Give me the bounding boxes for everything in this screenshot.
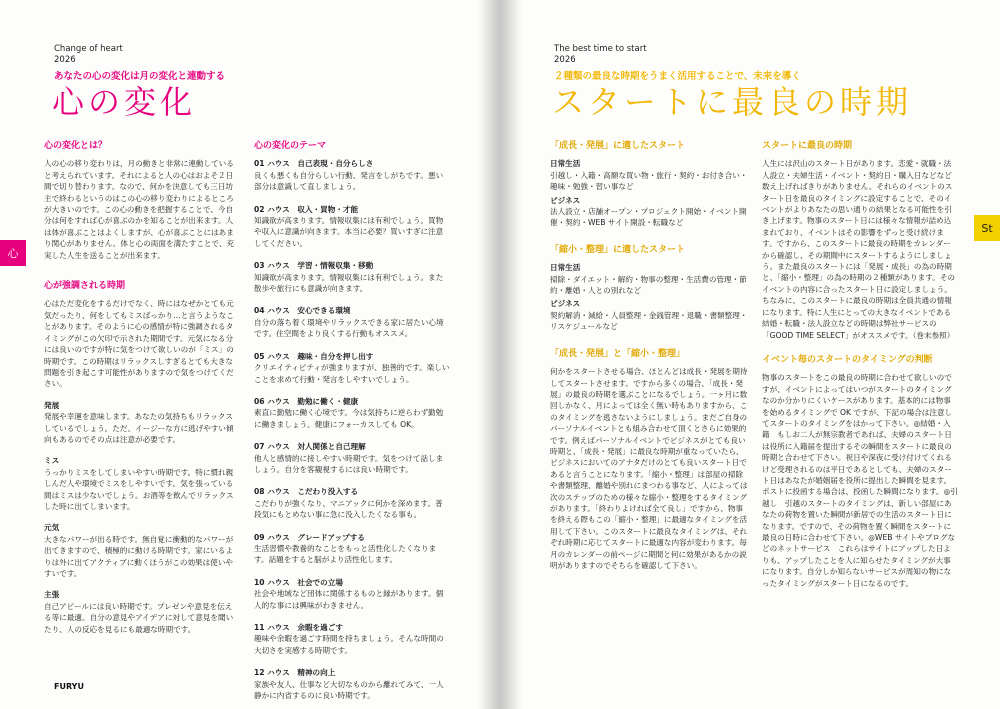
section-heading: 心が強調される時期: [44, 281, 126, 292]
left-column-1: [44, 141, 240, 645]
section-heading: 「縮小・整理」に適したスタート: [550, 244, 686, 255]
subsection-heading: ビジネス: [550, 299, 581, 309]
house-item: [254, 532, 450, 566]
house-item-desc: 自分の落ち着く環境やリラックスできる家に居たい心境です。住空間をより良くする行動もオススメ。: [254, 317, 444, 339]
publisher-logo: FURYU: [54, 682, 84, 691]
house-item-desc: 良くも悪くも自分らしい行動、発言をしがちです。悪い部分は意識して直しましょう。: [254, 170, 444, 192]
right-header-en: [554, 44, 647, 66]
house-item: [254, 204, 450, 250]
house-item: [254, 158, 450, 192]
house-item-desc: 社会や地域など団体に関係するものと縁があります。個人的な事には興味がわきません。: [254, 589, 444, 610]
house-item-title: 06 ハウス 勤勉に働く・健康: [254, 396, 359, 406]
house-item-desc: こだわりが強くなり、マニアックに何かを深めます。普段気にもとめない事に急に没入したくなる事も。: [254, 498, 443, 520]
right-page: [500, 0, 1000, 709]
right-subtitle: ２種類の最良な時期をうまく活用することで、未来を導く: [554, 71, 801, 82]
house-item-title: 10 ハウス 社会での立場: [254, 577, 343, 587]
left-header-year: 2026: [54, 55, 76, 65]
left-page-title: 心の変化: [52, 83, 197, 121]
house-item: [254, 305, 450, 339]
right-header-en-text: The best time to start: [554, 44, 647, 54]
house-item-desc: クリエイティビティが強まりますが、独善的です。楽しいことを求めて行動・発言をしやすいでしょう。: [254, 363, 450, 384]
house-item: [254, 486, 450, 520]
subsection-heading: 元気: [44, 523, 60, 533]
body-paragraph: 人の心の移り変わりは、月の動きと非常に連動していると考えられています。それによると人の心はおよそ２日間で切り替わります。なので、何かを決意しても三日坊主で終わるというのはこの心の移り変わりによるところが大きいのです。この心の動きを把握することで、今自分は何をすれば心が喜ぶのかを知ることが出来ます。人は体が喜ぶことはよくしますが、心が喜ぶことにはあまり関心がありません。体と心の両面を満たすことで、充実した人生を送ることが出来ます。: [44, 159, 235, 260]
house-item: [254, 622, 450, 656]
body-paragraph: 発展や幸運を意味します。あなたの気持ちもリラックスしているでしょう。ただ、イージーな方に逃げやすい傾向もあるのでその点は注意が必要です。: [44, 412, 234, 444]
house-item: [254, 667, 450, 701]
house-item-desc: 生活習慣や教養的なことをもっと活性化したくなります。話題をすると脳がより活性化します。: [254, 543, 437, 565]
house-item-desc: 知識欲が高まります。情報収集には有利でしょう。また散歩や旅行にも意識が向きます。: [254, 272, 444, 294]
left-header-en: [54, 44, 123, 66]
house-item: [254, 577, 450, 611]
house-item: [254, 260, 450, 294]
body-paragraph: 引越し・入籍・高額な買い物・旅行・契約・お付き合い・趣味・勉強・習い事など: [550, 170, 748, 192]
body-paragraph: 法人設立・店舗オープン・プロジェクト開始・イベント開催・契約・WEB サイト開設・転職など: [550, 207, 747, 228]
house-item-title: 07 ハウス 対人関係と自己理解: [254, 442, 366, 452]
body-paragraph: 大きなパワーが出る時です。無自覚に衝動的なパワーが出てきますので、積極的に動ける時期です。家にいるよりは外に出てアクティブに動くほうがこの効果は使いやすいです。: [44, 534, 234, 578]
body-paragraph: 掃除・ダイエット・解約・物事の整理・生活費の管理・節約・離婚・人との別れなど: [550, 274, 747, 296]
body-paragraph: 契約解消・減給・人員整理・金銭管理・退職・書類整理・リスケジュールなど: [550, 310, 748, 332]
house-item-desc: 素直に勤勉に働く心境です。今は気持ちに逆らわず勤勉に働きましょう。健康にフォーカスしても OK。: [254, 408, 444, 429]
right-header-year: 2026: [554, 55, 576, 65]
left-subtitle: あなたの心の変化は月の変化と連動する: [54, 71, 226, 82]
section-heading: スタートに最良の時期: [762, 141, 853, 151]
house-item: [254, 351, 450, 385]
house-item-title: 02 ハウス 収入・買物・才能: [254, 204, 359, 214]
house-item-desc: 知識欲が高まります。情報収集には有利でしょう。買物や収入に意識が向きます。本当に必要？買いすぎに注意してください。: [254, 216, 444, 248]
house-item-desc: 家族や友人、仕事など大切なものから離れてみて、一人静かに内省するのに良い時期です。: [254, 679, 444, 701]
left-header-en-text: Change of heart: [54, 44, 123, 54]
house-item-title: 08 ハウス こだわり没入する: [254, 487, 359, 497]
right-page-title: スタートに最良の時期: [552, 83, 913, 121]
house-item: [254, 396, 450, 430]
section-heading: イベント毎のスタートのタイミングの判断: [762, 354, 933, 365]
body-paragraph: 物事のスタートをこの最良の時期に合わせて欲しいのですが、イベントによってはいつがスタートのタイミングなのか分かりにくいケースがあります。基本的には物事を始めるタイミングで OK ですが、下記の場合は注意してスタートのタイミングをはかって下さい。◎結婚・入籍 もしお二人が無宗教者であれば、夫婦のスタート日は役所に入籍届を提出するその瞬間をスタートに最良の時期と合わせて下さい。祝日や深夜に受け付けてくれるけど受理されるのは平日であるとしても、夫婦のスタート日はあなたが婚姻届を役所に提出した瞬間を見ます。 ポストに投函する場合は、投函した瞬間になります。◎引越し 引越のスタートのタイミングは、新しい部屋にあなたの荷物を置いた瞬間が新居での生活のスタート日になります。ですので、その荷物を置く瞬間をスタートに最良の日時に合わせて下さい。◎WEB サイトやブログなどのネットサービス これらはサイトにアップした日よりも、アップしたことを人に知らせたタイミングが大事になります。自分しか知らないサービスが周知の物になったタイミングがスタート日になるのです。: [762, 373, 958, 588]
subsection-heading: 発展: [44, 400, 60, 410]
house-item-title: 03 ハウス 学習・情報収集・移動: [254, 261, 374, 271]
body-paragraph: 心はただ変化をするだけでなく、時にはなぜかとても元気だったり、何をしてもミスばっかり…と言うようなことがあります。そのように心の感情が特に強調されるタイミングがこの欠印で示された期間です。元気になる分には良いのですが特に気をつけて欲しいのが「ミス」の時期です。この時期はリラックスしすぎるとても大きな問題を引き起こす可能性がありますので気をつけてください。: [44, 299, 234, 389]
house-item-title: 05 ハウス 趣味・自分を押し出す: [254, 351, 374, 361]
section-heading: 「成長・発展」に適したスタート: [550, 141, 686, 151]
house-item-desc: 趣味や余暇を過ごす時間を持ちましょう。そんな時間の大切さを実感する時期です。: [254, 634, 444, 655]
body-paragraph: 自己アピールには良い時期です。プレゼンや意見を伝える等に最適。自分の意見やアイデアに対して意見を聞いたり、人の反応を見るにも最適な時期です。: [44, 601, 234, 634]
left-index-tab[interactable]: 心: [0, 240, 26, 266]
house-theme-list: [254, 158, 450, 701]
subsection-heading: ミス: [44, 456, 60, 466]
house-item-title: 12 ハウス 精神の向上: [254, 668, 336, 678]
right-column-2: [762, 141, 958, 599]
left-column-2: [254, 141, 450, 709]
house-theme-heading: 心の変化のテーマ: [254, 141, 327, 151]
body-paragraph: うっかりミスをしてしまいやすい時期です。特に慣れ親しんだ人や環境でミスをしやすいです。気を張っている間はミスは少ないでしょう。お酒等を飲んでリラックスした時に出てしまいます。: [44, 467, 234, 511]
section-heading: 「成長・発展」と「縮小・整理」: [550, 348, 686, 359]
subsection-heading: ビジネス: [550, 195, 581, 205]
subsection-heading: 日常生活: [550, 159, 581, 169]
house-item-desc: 他人と感情的に接しやすい時期です。気をつけて話しましょう。自分を客観視するには良い時期です。: [254, 453, 444, 474]
body-paragraph: 人生には沢山のスタート日があります。恋愛・就職・法人設立・夫婦生活・イベント・契約日・購入日などなど数え上げればきりがありません。それらのイベントのスタート日を最良のタイミングに設定することで、そのイベントがよりあなたの思い通りの結果となる可能性を引き上げます。物事のスタート日には様々な情報が詰め込まれており、イベントはその影響をずっと受け続けます。ですから、このスタートに最良の時期をカレンダーから確認し、その期間中にスタートするようにしましょう。また最良のスタートには「発展・成長」の為の時期と、「縮小・整理」の為の時期の２種類があります。そのイベントの内容に合ったスタート日に設定しましょう。ちなみに、このスタートに最良の時期は全員共通の情報になります。特に人生にとっての大きなイベントである結婚・転職・法人設立などの時期は弊社サービスの「GOOD TIME SELECT」がオススメです。（巻末参照）: [762, 159, 956, 340]
house-item-title: 01 ハウス 自己表現・自分らしさ: [254, 159, 374, 169]
house-item-title: 11 ハウス 余暇を過ごす: [254, 623, 343, 632]
house-item: [254, 441, 450, 475]
house-item-title: 09 ハウス グレードアップする: [254, 532, 365, 542]
section-heading: 心の変化とは？: [44, 141, 108, 151]
subsection-heading: 主張: [44, 590, 60, 600]
subsection-heading: 日常生活: [550, 263, 581, 273]
body-paragraph: 何かをスタートさせる場合、ほとんどは成長・発展を期待してスタートさせます。ですから多くの場合、「成長・発展」の最良の時期を選ぶことになるでしょう。一ヶ月に数回しかなく、月によっては全く無い時もありますから、このタイミングを逃さないようにしましょう。まだご自身のパーソナルイベントとも組み合わせて頂くとさらに効果的です。例えばパーソナルイベントでビジネスがとても良い時期と、「成長・発展」に最良な時期が重なっていたら、ビジネスにおいてのアナタだけのとても良いスタート日であると言うことになります。「縮小・整理」は部屋の掃除や書類整理、離婚や別れにまつわる事など、人によっては次のステップのための様々な縮小・整理をするタイミングがあります。「終わりよければ全て良し」ですから、物事を終える際もこの「縮小・整理」に最適なタイミングを活用して下さい。このスタートに最良なタイミングは、それぞれ時期に応じてスタートに最適な内容が変わります。毎月のカレンダーの前ページに期間と何に効果があるかの説明がありますのでそちらを確認して下さい。: [550, 367, 748, 570]
house-item-title: 04 ハウス 安心できる環境: [254, 306, 351, 316]
right-column-1: [550, 141, 748, 573]
right-index-tab[interactable]: St: [974, 215, 1000, 241]
